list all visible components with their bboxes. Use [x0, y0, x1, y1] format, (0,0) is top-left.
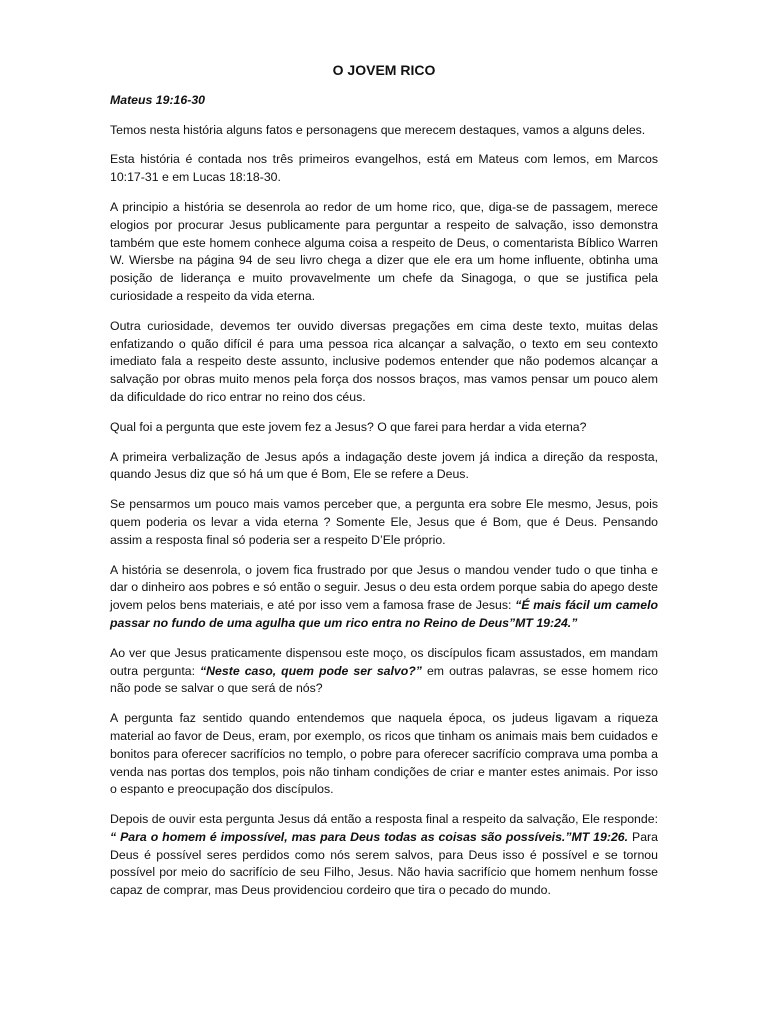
- paragraph-9-after: em outras palavras, se esse homem rico não pode se salvar o que será de nós?: [110, 663, 659, 696]
- paragraph-9: [110, 645, 658, 698]
- paragraph-8-quote: “É mais fácil um camelo passar no fundo de uma agulha que um rico entra no Reino de Deus”MT 19:24.”: [110, 598, 658, 630]
- document-title: O JOVEM RICO: [332, 62, 436, 78]
- paragraph-8: [110, 562, 658, 633]
- paragraph-7: Se pensarmos um pouco mais vamos perceber que, a pergunta era sobre Ele mesmo, Jesus, pois quem poderia os levar a vida eterna ? Somente Ele, Jesus que é Bom, que é Deus. Pensando assim a resposta final só poderia ser a respeito D’Ele próprio.: [110, 497, 658, 547]
- paragraph-8-text: A história se desenrola, o jovem fica frustrado por que Jesus o mandou vender tudo o que tinha e dar o dinheiro aos pobres e só então o seguir. Jesus o deu esta ordem porque sabia do apego deste jovem pelos bens materiais, e até por isso vem a famosa frase de Jesus:: [110, 562, 658, 613]
- paragraph-2: Esta história é contada nos três primeiros evangelhos, está em Mateus com lemos, em Marcos 10:17-31 e em Lucas 18:18-30.: [110, 152, 658, 185]
- paragraph-9-before: Ao ver que Jesus praticamente dispensou este moço, os discípulos ficam assustados, em mandam outra pergunta:: [110, 645, 658, 678]
- paragraph-10: A pergunta faz sentido quando entendemos que naquela época, os judeus ligavam a riqueza material ao favor de Deus, eram, por exemplo, os ricos que tinham os animais mais bem cuidados e bonitos para oferecer sacrifícios no templo, o pobre para oferecer sacrifício comprava uma pomba a venda nas portas dos templos, pois não tinham condições de criar e manter estes animais. Por isso o espanto e preocupação dos discípulos.: [110, 711, 658, 797]
- paragraph-11-before: Depois de ouvir esta pergunta Jesus dá então a resposta final a respeito da salvação, Ele responde:: [110, 812, 658, 827]
- paragraph-11-after: Para Deus é possível seres perdidos como nós serem salvos, para Deus isso é possível e se tornou possível por meio do sacrifício de seu Filho, Jesus. Não havia sacrifício que homem nenhum fosse capaz de comprar, mas Deus providenciou cordeiro que tira o pecado do mundo.: [110, 829, 658, 898]
- paragraph-4: Outra curiosidade, devemos ter ouvido diversas pregações em cima deste texto, muitas delas enfatizando o quão difícil é para uma pessoa rica alcançar a salvação, o texto em seu contexto imediato fala a respeito deste assunto, inclusive podemos entender que não podemos alcançar a salvação por obras muito menos pela força dos nossos braços, mas vamos pensar um pouco alem da dificuldade do rico entrar no reino dos céus.: [110, 318, 658, 404]
- paragraph-1: Temos nesta história alguns fatos e personagens que merecem destaques, vamos a alguns deles.: [110, 122, 646, 137]
- paragraph-5: Qual foi a pergunta que este jovem fez a Jesus? O que farei para herdar a vida eterna?: [110, 419, 587, 434]
- paragraph-11-quote: “ Para o homem é impossível, mas para Deus todas as coisas são possíveis.”MT 19:26.: [110, 829, 629, 844]
- paragraph-9-quote: “Neste caso, quem pode ser salvo?”: [200, 663, 422, 678]
- paragraph-6: A primeira verbalização de Jesus após a indagação deste jovem já indica a direção da resposta, quando Jesus diz que só há um que é Bom, Ele se refere a Deus.: [110, 449, 658, 482]
- paragraph-11: [110, 811, 658, 900]
- paragraph-3: A principio a história se desenrola ao redor de um home rico, que, diga-se de passagem, merece elogios por procurar Jesus publicamente para perguntar a respeito de salvação, isso demonstra também que este homem conhece alguma coisa a respeito de Deus, o comentarista Bíblico Warren W. Wiersbe na página 94 de seu livro chega a dizer que ele era um home influente, obtinha uma posição de liderança e muito provavelmente um chefe da Sinagoga, o que se justifica pela curiosidade a respeito da vida eterna.: [110, 199, 658, 303]
- scripture-reference: Mateus 19:16-30: [110, 92, 206, 107]
